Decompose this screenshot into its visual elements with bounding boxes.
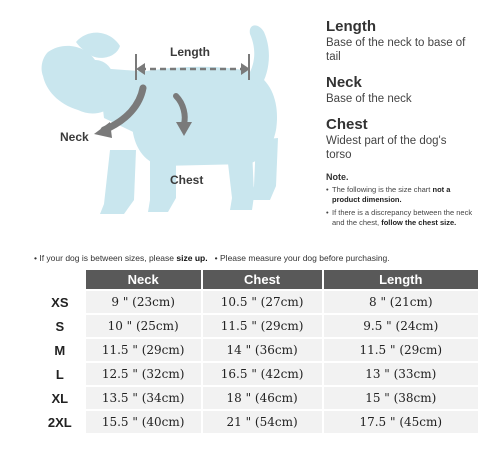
chest-cell: 18 " (46cm) — [203, 387, 322, 409]
table-row — [36, 387, 478, 409]
neck-arrow-head — [94, 122, 112, 138]
note-item-1-bold: not a product dimension. — [332, 185, 451, 204]
size-cell: S — [36, 315, 84, 337]
header-length: Length — [324, 270, 478, 289]
tip-1-text: If your dog is between sizes, please — [39, 253, 175, 263]
length-label: Length — [170, 45, 210, 59]
neck-cell: 15.5 " (40cm) — [86, 411, 201, 433]
chest-cell: 10.5 " (27cm) — [203, 291, 322, 313]
neck-cell: 11.5 " (29cm) — [86, 339, 201, 361]
legend-neck-desc: Base of the neck — [326, 93, 412, 105]
tip-2-text: Please measure your dog before purchasing. — [220, 253, 390, 263]
length-cell: 11.5 " (29cm) — [324, 339, 478, 361]
note-item-2-bold: follow the chest size. — [381, 218, 457, 227]
chest-label: Chest — [170, 173, 204, 187]
size-cell: L — [36, 363, 84, 385]
table-row — [36, 411, 478, 433]
length-cell: 17.5 " (45cm) — [324, 411, 478, 433]
dog-silhouette — [42, 25, 278, 214]
size-cell: 2XL — [36, 411, 84, 433]
table-row — [36, 291, 478, 313]
note-title: Note. — [326, 172, 349, 182]
neck-label: Neck — [60, 130, 89, 144]
header-neck: Neck — [86, 270, 201, 289]
legend-length-desc: Base of the neck to base of tail — [326, 37, 466, 63]
neck-cell: 13.5 " (34cm) — [86, 387, 201, 409]
sizing-tips: • If your dog is between sizes, please size up. • Please measure your dog before purchasing. — [34, 253, 390, 263]
neck-cell: 10 " (25cm) — [86, 315, 201, 337]
dog-illustration — [0, 0, 310, 250]
table-row — [36, 363, 478, 385]
table-header-row — [36, 270, 478, 289]
header-chest: Chest — [203, 270, 322, 289]
legend-length-title: Length — [326, 18, 376, 35]
header-corner — [36, 270, 84, 289]
note-item-1-text: The following is the size chart — [332, 185, 431, 194]
neck-cell: 12.5 " (32cm) — [86, 363, 201, 385]
table-row — [36, 339, 478, 361]
note-item-2-text: If there is a discrepancy between the neck and the chest, — [332, 208, 473, 227]
chest-cell: 14 " (36cm) — [203, 339, 322, 361]
length-cell: 15 " (38cm) — [324, 387, 478, 409]
length-cell: 8 " (21cm) — [324, 291, 478, 313]
measurement-legend — [326, 18, 476, 228]
length-cell: 13 " (33cm) — [324, 363, 478, 385]
chest-cell: 16.5 " (42cm) — [203, 363, 322, 385]
legend-chest-desc: Widest part of the dog's torso — [326, 135, 447, 161]
size-cell: M — [36, 339, 84, 361]
legend-chest-title: Chest — [326, 116, 368, 133]
length-cell: 9.5 " (24cm) — [324, 315, 478, 337]
size-chart-table — [34, 268, 480, 435]
size-cell: XS — [36, 291, 84, 313]
neck-cell: 9 " (23cm) — [86, 291, 201, 313]
chest-cell: 11.5 " (29cm) — [203, 315, 322, 337]
note-item-1: • The following is the size chart not a product dimension. — [326, 185, 451, 204]
table-row — [36, 315, 478, 337]
size-cell: XL — [36, 387, 84, 409]
note-item-2: • If there is a discrepancy between the neck and the chest, follow the chest size. — [326, 208, 473, 227]
tip-1-bold: size up. — [176, 253, 208, 263]
legend-neck-title: Neck — [326, 74, 362, 91]
chest-cell: 21 " (54cm) — [203, 411, 322, 433]
